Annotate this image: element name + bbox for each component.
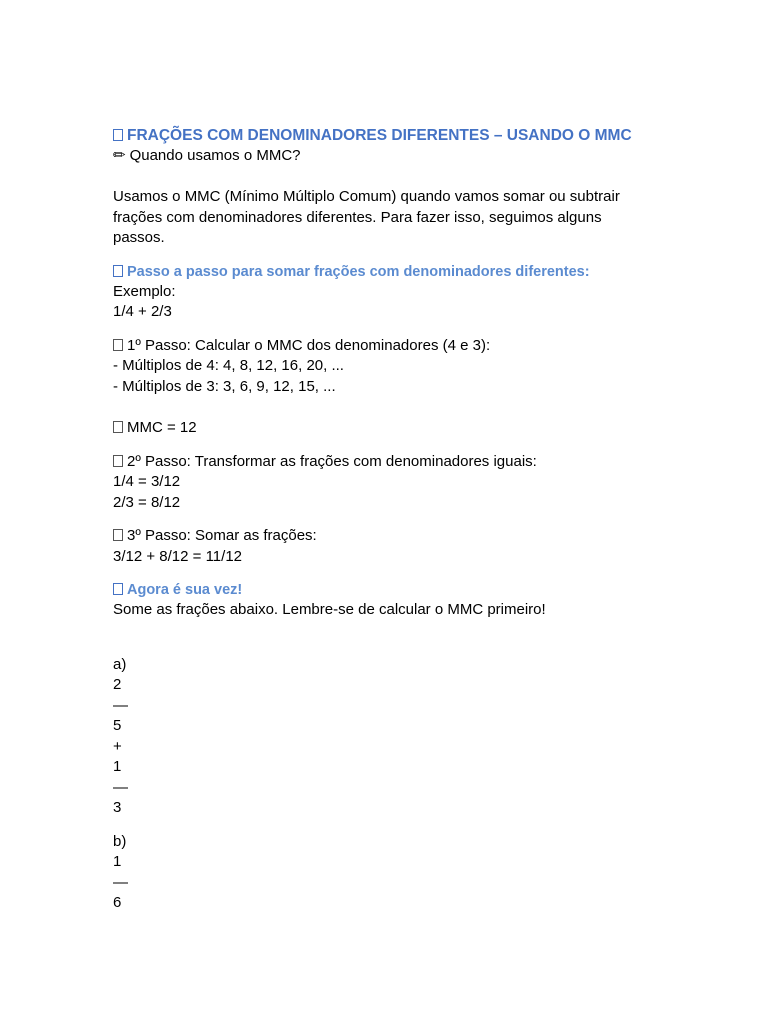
plus-sign: + (113, 737, 122, 755)
pencil-icon: ✏ (113, 147, 126, 164)
section-heading-text: Passo a passo para somar frações com denominadores diferentes: (127, 263, 590, 280)
fraction-numerator: 1 (113, 758, 122, 775)
document-content (113, 126, 653, 914)
intro-paragraph (113, 187, 653, 249)
step2-label (113, 452, 653, 473)
step1-multiples-4: - Múltiplos de 4: 4, 8, 12, 16, 20, ... (113, 357, 344, 374)
document-title (113, 126, 653, 146)
section-heading-steps (113, 262, 653, 282)
fraction-denominator: 3 (113, 799, 122, 816)
fraction-bar: — (113, 696, 128, 714)
exercise-a (113, 655, 653, 819)
step2-line: 1/4 = 3/12 (113, 473, 181, 490)
section-heading-exercise (113, 580, 653, 600)
fraction-numerator: 1 (113, 853, 122, 870)
book-icon (113, 129, 123, 141)
fraction-bar: — (113, 778, 128, 796)
intro-line: passos. (113, 229, 165, 246)
step3-text: 3º Passo: Somar as frações: (127, 527, 317, 544)
step1-multiples-3: - Múltiplos de 3: 3, 6, 9, 12, 15, ... (113, 377, 336, 395)
fraction-bar: — (113, 873, 128, 891)
title-text: FRAÇÕES COM DENOMINADORES DIFERENTES – USANDO O MMC (127, 127, 632, 144)
fraction-denominator: 6 (113, 894, 122, 911)
step3-label (113, 526, 653, 547)
exercise-a-label: a) (113, 655, 127, 673)
mmc-result (113, 418, 653, 439)
step-two-icon (113, 455, 123, 467)
step-one-icon (113, 339, 123, 351)
step3-line: 3/12 + 8/12 = 11/12 (113, 547, 243, 565)
example-expression: 1/4 + 2/3 (113, 303, 172, 320)
pin-icon (113, 265, 123, 277)
check-icon (113, 421, 123, 433)
subtitle-text: Quando usamos o MMC? (129, 147, 301, 164)
step2-text: 2º Passo: Transformar as frações com denominadores iguais: (127, 452, 537, 470)
step2-line: 2/3 = 8/12 (113, 493, 181, 511)
fraction-numerator: 2 (113, 676, 122, 693)
intro-line: Usamos o MMC (Mínimo Múltiplo Comum) quando vamos somar ou subtrair (113, 188, 620, 205)
intro-line: frações com denominadores diferentes. Para fazer isso, seguimos alguns (113, 208, 602, 226)
exercise-b-label: b) (113, 832, 127, 850)
subtitle (113, 146, 653, 166)
step1-label (113, 336, 653, 357)
exercise-b (113, 832, 653, 914)
step1-text: 1º Passo: Calcular o MMC dos denominadores (4 e 3): (127, 336, 491, 354)
fraction-denominator: 5 (113, 717, 122, 734)
exercise-instructions: Some as frações abaixo. Lembre-se de calcular o MMC primeiro! (113, 601, 546, 618)
target-icon (113, 583, 123, 595)
example-label: Exemplo: (113, 282, 176, 300)
section-heading-text: Agora é sua vez! (127, 582, 243, 598)
step-three-icon (113, 529, 123, 541)
mmc-result-text: MMC = 12 (127, 419, 197, 436)
